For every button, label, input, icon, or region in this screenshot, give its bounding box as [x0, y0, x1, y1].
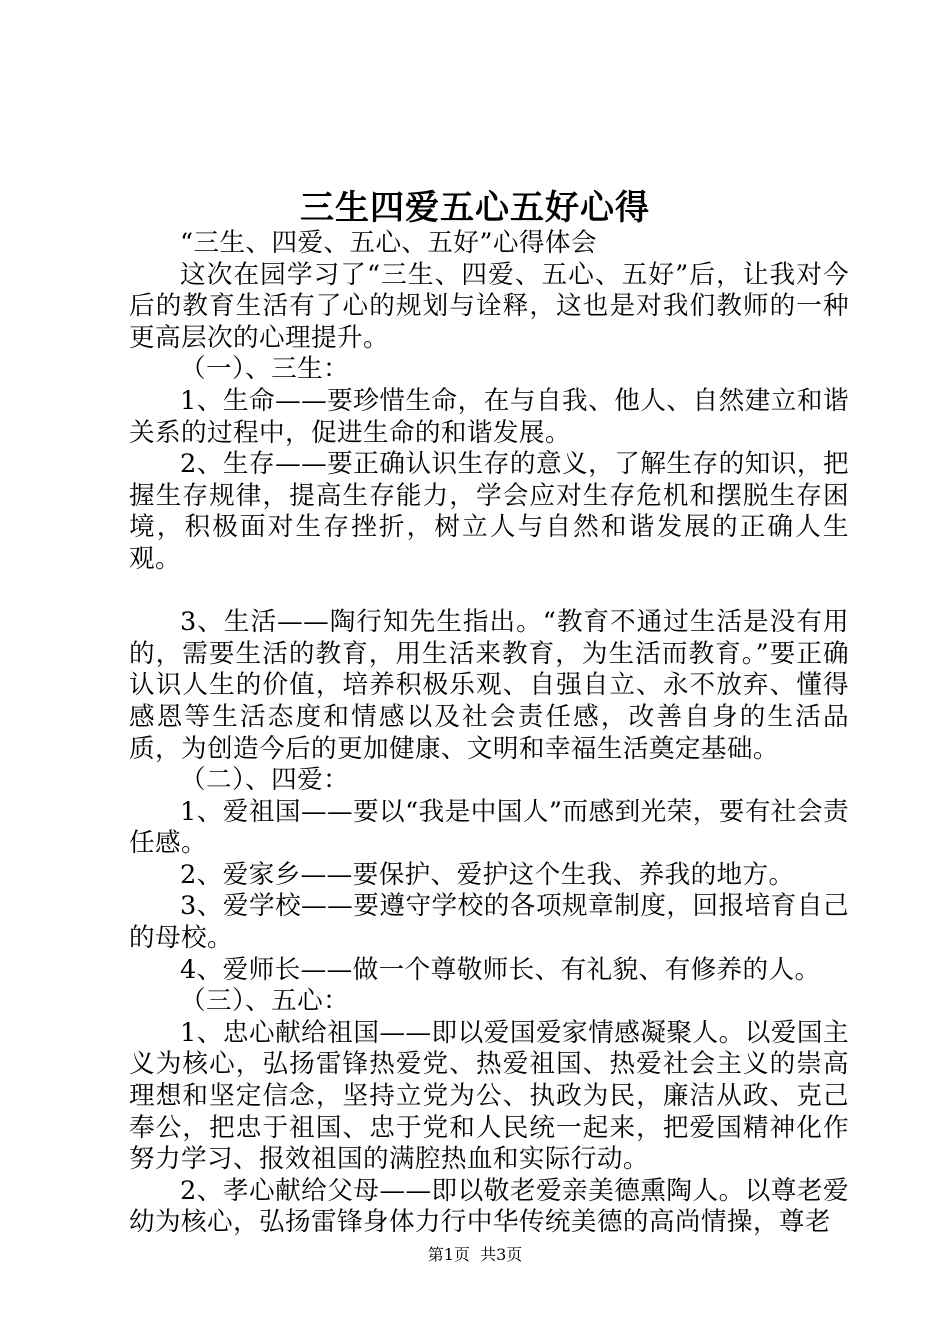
paragraph-love-hometown: 2、爱家乡——要保护、爱护这个生我、养我的地方。: [180, 859, 795, 890]
paragraph-survival: 2、生存——要正确认识生存的意义，了解生存的知识，把握生存规律，提高生存能力，学会应对生存危机和摆脱生存困境，积极面对生存挫折，树立人与自然和谐发展的正确人生观。: [129, 449, 849, 574]
paragraph-love-teachers: 4、爱师长——做一个尊敬师长、有礼貌、有修养的人。: [180, 954, 821, 985]
section-heading-four-loves: （二）、四爱：: [180, 765, 350, 796]
paragraph-love-country: 1、爱祖国——要以“我是中国人”而感到光荣，要有社会责任感。: [129, 796, 849, 859]
paragraph-filial-piety: 2、孝心献给父母——即以敬老爱亲美德熏陶人。以尊老爱幼为核心，弘扬雷锋身体力行中华传统美德的高尚情操，尊老: [129, 1175, 849, 1238]
paragraph-spacer: [129, 576, 849, 608]
paragraph-living: 3、生活——陶行知先生指出。“教育不通过生活是没有用的，需要生活的教育，用生活来教育，为生活而教育。”要正确认识人生的价值，培养积极乐观、自强自立、永不放弃、懂得感恩等生活态度和情感以及社会责任感，改善自身的生活品质，为创造今后的更加健康、文明和幸福生活奠定基础。: [129, 607, 849, 764]
page-footer: 第1页 共3页: [427, 1245, 523, 1264]
document-body: [129, 228, 849, 1239]
paragraph-intro: 这次在园学习了“三生、四爱、五心、五好”后，让我对今后的教育生活有了心的规划与诠释，这也是对我们教师的一种更高层次的心理提升。: [129, 259, 849, 353]
section-heading-five-hearts: （三）、五心：: [180, 986, 350, 1017]
paragraph-subtitle: “三生、四爱、五心、五好”心得体会: [180, 228, 597, 258]
paragraph-love-school: 3、爱学校——要遵守学校的各项规章制度，回报培育自己的母校。: [129, 891, 849, 954]
section-heading-three-lives: （一）、三生：: [180, 354, 350, 385]
document-title: 三生四爱五心五好心得: [300, 188, 650, 228]
paragraph-loyalty: 1、忠心献给祖国——即以爱国爱家情感凝聚人。以爱国主义为核心，弘扬雷锋热爱党、热爱祖国、热爱社会主义的崇高理想和坚定信念，坚持立党为公、执政为民，廉洁从政、克己奉公，把忠于祖国、忠于党和人民统一起来，把爱国精神化作努力学习、报效祖国的满腔热血和实际行动。: [129, 1017, 849, 1175]
paragraph-life: 1、生命——要珍惜生命，在与自我、他人、自然建立和谐关系的过程中，促进生命的和谐发展。: [129, 385, 849, 448]
